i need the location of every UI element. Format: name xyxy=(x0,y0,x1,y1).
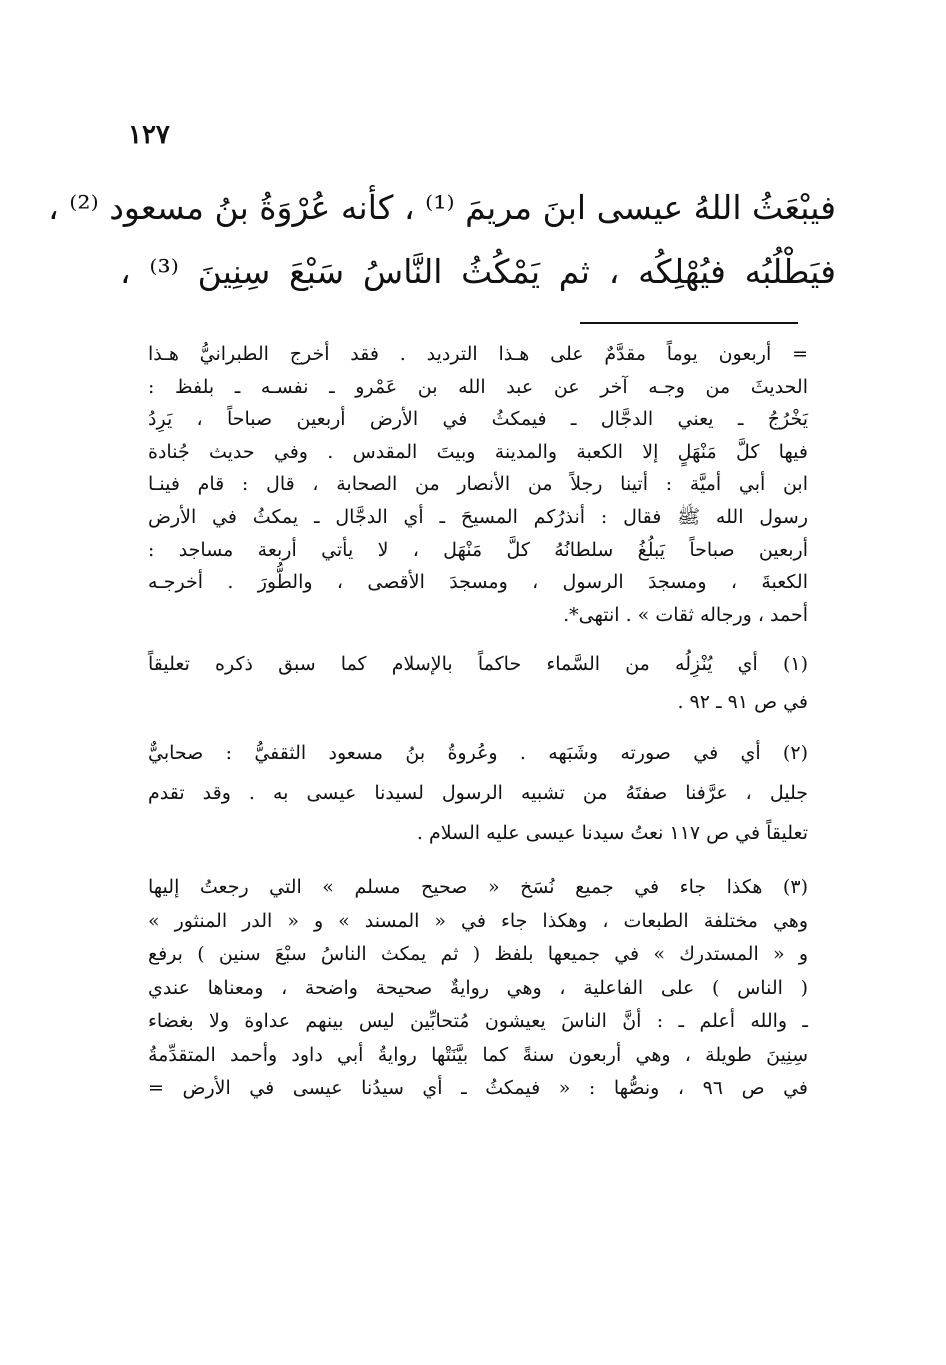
main-text xyxy=(48,176,836,304)
footnote-line: وهي مختلفة الطبعات ، وهكذا جاء في « المسند » و « الدر المنثور » xyxy=(148,909,808,932)
footnote-line: ( الناس ) على الفاعلية ، وهي روايةٌ صحيحة واضحة ، ومعناها عندي xyxy=(148,976,808,999)
footnote-line: جليل ، عرَّفنا صفتَهُ من تشبيه الرسول لسيدنا عيسى به . وقد تقدم xyxy=(148,782,808,805)
footnote-3 xyxy=(148,871,808,1106)
footnote-line: الكعبةَ ، ومسجدَ الرسول ، ومسجدَ الأقصى ، والطُّورَ . أخرجـه xyxy=(148,571,808,594)
footnote-continuation xyxy=(148,338,808,631)
footnote-2 xyxy=(148,733,808,853)
footnote-line: في ص ٩٦ ، ونصُّها : « فيمكثُ ـ أي سيدُنا عيسى في الأرض = xyxy=(148,1077,809,1100)
footnote-line: (٣) هكذا جاء في جميع نُسَخ « صحيح مسلم » التي رجعتُ إليها xyxy=(148,876,808,899)
footnote-line: و « المستدرك » في جميعها بلفظ ( ثم يمكث الناسُ سبْعَ سنين ) برفع xyxy=(148,943,808,966)
footnote-1 xyxy=(148,645,808,721)
main-text-line: فيبْعَثُ اللهُ عيسى ابنَ مريمَ ⁽¹⁾ ، كأنه عُرْوَةُ بنُ مسعود ⁽²⁾ ، xyxy=(48,188,836,227)
footnote-line: (١) أي يُنْزِلُه من السَّماء حاكماً بالإسلام كما سبق ذكره تعليقاً xyxy=(148,653,808,676)
footnote-line: (٢) أي في صورته وشَبَهه . وعُروةُ بنُ مسعود الثقفيُّ : صحابيٌّ xyxy=(148,742,808,765)
footnote-line: يَخْرُجُ ـ يعني الدجَّال ـ فيمكثُ في الأرض أربعين صباحاً ، يَرِدُ xyxy=(148,408,808,431)
page-number: ١٢٧ xyxy=(128,120,170,150)
footnote-line: فيها كلَّ مَنْهَلٍ إلا الكعبة والمدينة وبيتَ المقدس . وفي حديث جُنادة xyxy=(148,440,808,463)
footnote-line: ـ والله أعلم ـ : أنَّ الناسَ يعيشون مُتحابِّين ليس بينهم عداوة ولا بغضاء xyxy=(148,1010,808,1033)
footnote-line: أربعين صباحاً يَبلُغُ سلطانُهُ كلَّ مَنْهَل ، لا يأتي أربعة مساجد : xyxy=(148,538,808,561)
footnote-line: سِنِينَ طويلة ، وهي أربعون سنةً كما بيَّنَتْها روايةُ أبي داود وأحمد المتقدِّمةُ xyxy=(148,1043,808,1066)
footnote-line: رسول الله ﷺ فقال : أنذرُكم المسيحَ ـ أي الدجَّال ـ يمكثُ في الأرض xyxy=(148,505,808,528)
footnote-line: ابن أبي أميَّة : أتينا رجلاً من الأنصار من الصحابة ، قال : قام فينـا xyxy=(148,473,808,496)
footnote-line: في ص ٩١ ـ ٩٢ . xyxy=(677,691,808,714)
footnote-line: الحديثَ من وجـه آخر عن عبد الله بن عَمْرو ـ نفسـه ـ بلفظ : xyxy=(148,375,808,398)
footnote-separator xyxy=(580,322,798,324)
footnote-line: = أربعون يوماً مقدَّمٌ على هـذا الترديد . فقد أخرج الطبرانيُّ هـذا xyxy=(148,343,808,365)
footnote-line: أحمد ، ورجاله ثقات » . انتهى*. xyxy=(563,603,808,626)
main-text-line: فيَطْلُبُه فيُهْلِكُه ، ثم يَمْكُثُ النَّاسُ سَبْعَ سِنِينَ ⁽³⁾ ، xyxy=(120,252,836,291)
footnote-line: تعليقاً في ص ١١٧ نعتُ سيدنا عيسى عليه السلام . xyxy=(416,822,808,845)
footnotes xyxy=(148,338,808,1106)
